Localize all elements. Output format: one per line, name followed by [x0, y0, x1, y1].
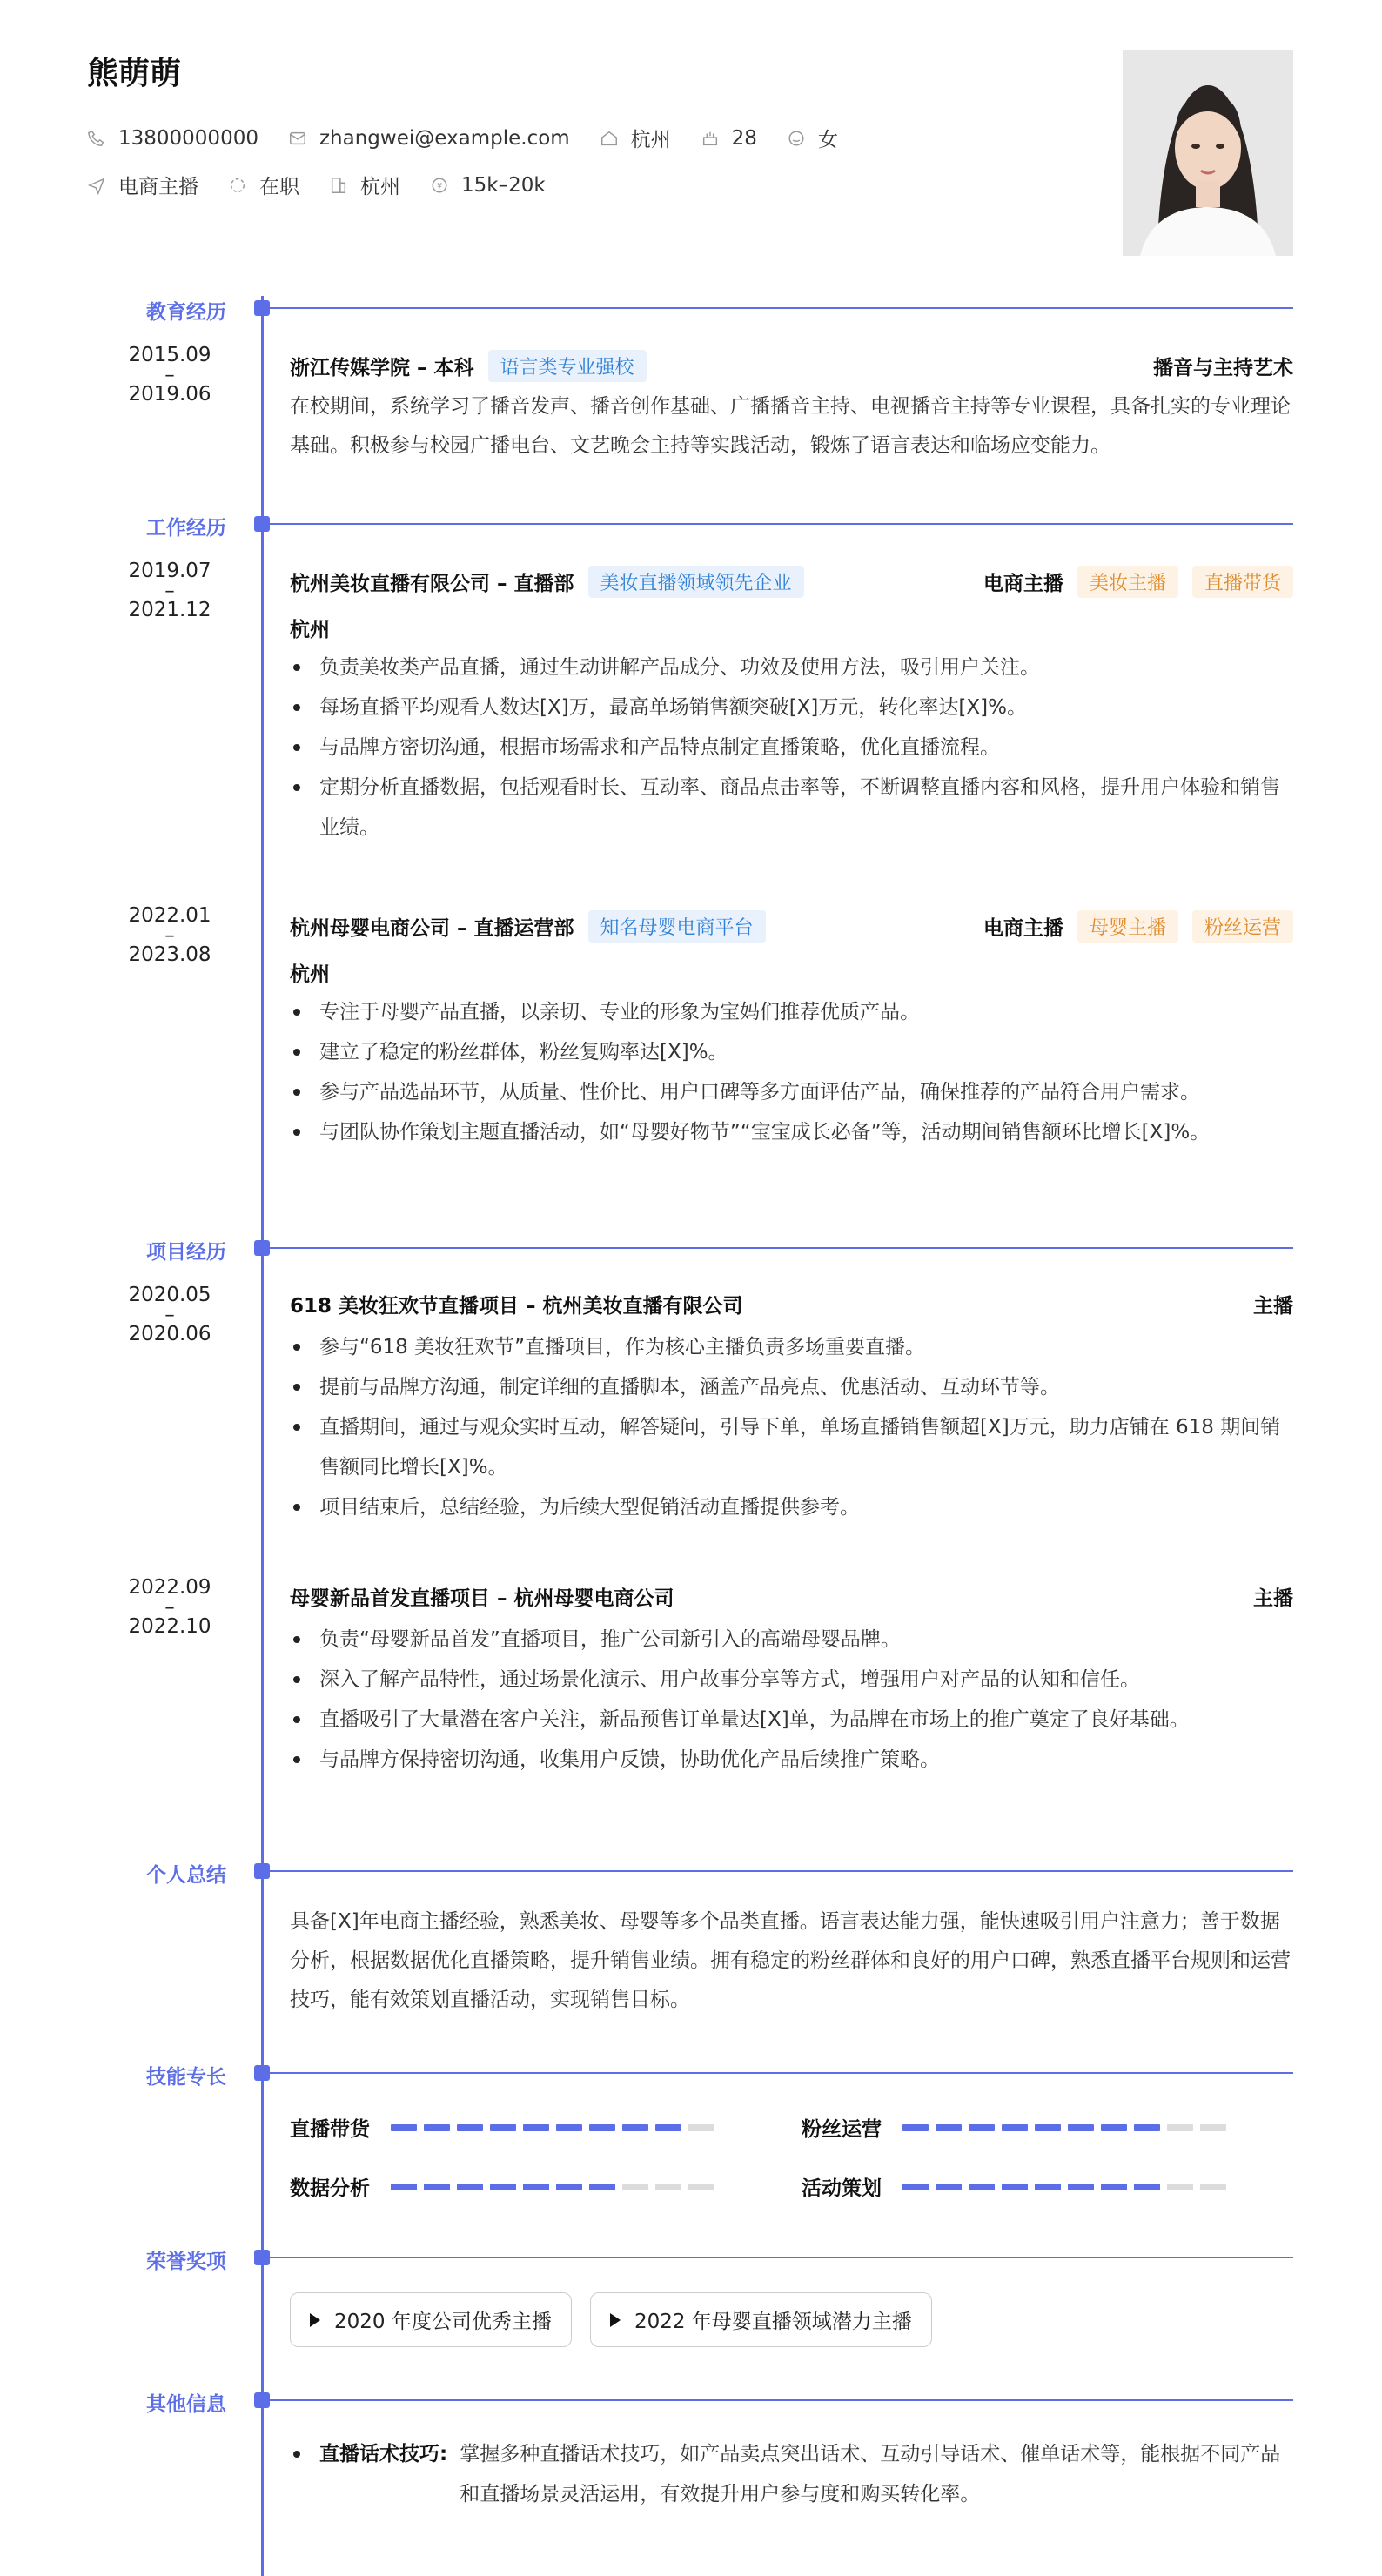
cake-icon — [701, 129, 720, 148]
skill-segment — [969, 2124, 995, 2131]
skill-segment — [1002, 2184, 1028, 2190]
education-date — [113, 345, 226, 405]
education-desc: 在校期间，系统学习了播音发声、播音创作基础、广播播音主持、电视播音主持等专业课程，具备扎实的专业理论基础。积极参与校园广播电台、文艺晚会主持等实践活动，锻炼了语言表达和临场应变能力。 — [290, 395, 1291, 457]
skill-bar — [902, 2124, 1233, 2131]
date-end: 2019.06 — [128, 383, 211, 406]
project-date-1 — [113, 1285, 226, 1345]
date-start: 2022.09 — [128, 1576, 211, 1599]
job-row — [87, 171, 575, 199]
list-item: 直播吸引了大量潜在客户关注，新品预售订单量达[X]单，为品牌在市场上的推广奠定了良好基础。 — [290, 1700, 1293, 1740]
summary-text: 具备[X]年电商主播经验，熟悉美妆、母婴等多个品类直播。语言表达能力强，能快速吸引用户注意力；善于数据分析，根据数据优化直播策略，提升销售业绩。拥有稳定的粉丝群体和良好的用户口碑，熟悉直播平台规则和运营技巧，能有效策划直播活动，实现销售目标。 — [290, 1910, 1291, 2011]
role-tag: 直播带货 — [1192, 566, 1293, 598]
building-icon — [329, 176, 348, 195]
section-divider — [261, 307, 1293, 309]
skill-name: 活动策划 — [802, 2177, 882, 2200]
award-item — [290, 2292, 572, 2347]
school-name: 浙江传媒学院 – 本科 — [290, 357, 474, 379]
date-start: 2022.01 — [128, 904, 211, 927]
date-dash: – — [164, 364, 175, 386]
face-icon — [787, 129, 806, 148]
phone-text: 13800000000 — [118, 126, 258, 150]
project-bullets — [290, 1620, 1293, 1780]
skill-segment — [1035, 2184, 1061, 2190]
other-list — [290, 2434, 1293, 2514]
date-dash: – — [164, 924, 175, 947]
location-text: 杭州 — [630, 129, 671, 151]
company-name: 杭州美妆直播有限公司 – 直播部 — [290, 573, 574, 595]
loading-icon — [228, 176, 247, 195]
date-dash: – — [164, 1304, 175, 1326]
job-item — [87, 171, 198, 199]
skill-segment — [936, 2184, 962, 2190]
project-title: 母婴新品首发直播项目 – 杭州母婴电商公司 — [290, 1587, 674, 1610]
other-label: 直播话术技巧: — [319, 2443, 448, 2465]
skill-segment — [936, 2124, 962, 2131]
skill-segment — [556, 2184, 582, 2190]
list-item: 定期分析直播数据，包括观看时长、互动率、商品点击率等，不断调整直播内容和风格，提升用户体验和销售业绩。 — [290, 768, 1293, 848]
skill-segment — [688, 2124, 714, 2131]
skill-segment — [902, 2124, 929, 2131]
svg-text:¥: ¥ — [437, 181, 442, 191]
company-name: 杭州母婴电商公司 – 直播运营部 — [290, 917, 574, 940]
section-divider — [261, 2399, 1293, 2401]
section-title-honors: 荣誉奖项 — [146, 2251, 226, 2273]
section-divider — [261, 1870, 1293, 1872]
date-dash: – — [164, 580, 175, 602]
skill-segment — [622, 2124, 648, 2131]
date-end: 2022.10 — [128, 1615, 211, 1638]
phone-item — [87, 127, 258, 150]
work-entry-1 — [290, 566, 1293, 848]
work-bullets — [290, 647, 1293, 848]
work-bullets — [290, 992, 1293, 1152]
play-triangle-icon — [310, 2313, 320, 2327]
list-item: 直播期间，通过与观众实时互动，解答疑问，引导下单，单场直播销售额超[X]万元，助力店铺在 618 期间销售额同比增长[X]%。 — [290, 1407, 1293, 1487]
date-dash: – — [164, 1596, 175, 1619]
skill-segment — [1068, 2124, 1094, 2131]
list-item: 负责美妆类产品直播，通过生动讲解产品成分、功效及使用方法，吸引用户关注。 — [290, 647, 1293, 688]
section-title-education: 教育经历 — [146, 301, 226, 324]
salary-text: 15k–20k — [461, 173, 546, 197]
status-text: 在职 — [259, 176, 299, 198]
phone-icon — [87, 129, 106, 148]
skill-segment — [1167, 2124, 1193, 2131]
portrait-icon — [1123, 50, 1293, 256]
list-item: 参与产品选品环节，从质量、性价比、用户口碑等多方面评估产品，确保推荐的产品符合用户需求。 — [290, 1072, 1293, 1112]
skill-segment — [1101, 2124, 1127, 2131]
list-item: 负责“母婴新品首发”直播项目，推广公司新引入的高端母婴品牌。 — [290, 1620, 1293, 1660]
skill-segment — [688, 2184, 714, 2190]
honors-list — [290, 2292, 1293, 2347]
timeline-axis — [261, 296, 264, 2576]
skill-name: 数据分析 — [290, 2177, 370, 2200]
skill-segment — [424, 2184, 450, 2190]
list-item: 与团队协作策划主题直播活动，如“母婴好物节”“宝宝成长必备”等，活动期间销售额环比增长[X]%。 — [290, 1112, 1293, 1152]
award-text: 2020 年度公司优秀主播 — [334, 2311, 552, 2333]
skill-segment — [902, 2184, 929, 2190]
skill-segment — [457, 2184, 483, 2190]
project-role: 主播 — [1253, 1295, 1293, 1318]
skill-segment — [490, 2124, 516, 2131]
project-role: 主播 — [1253, 1587, 1293, 1610]
work-entry-2 — [290, 910, 1293, 1152]
contact-row — [87, 124, 868, 152]
project-entry-2 — [290, 1582, 1293, 1780]
play-triangle-icon — [610, 2313, 621, 2327]
skill-bar — [391, 2124, 721, 2131]
section-title-skills: 技能专长 — [146, 2066, 226, 2089]
skill-segment — [1035, 2124, 1061, 2131]
age-item — [701, 127, 757, 150]
city-item — [329, 171, 400, 199]
education-entry — [290, 350, 1293, 466]
skill-segment — [391, 2124, 417, 2131]
skill-row-2 — [290, 2172, 1293, 2201]
skill-segment — [655, 2124, 681, 2131]
list-item: 与品牌方密切沟通，根据市场需求和产品特点制定直播策略，优化直播流程。 — [290, 728, 1293, 768]
email-text: zhangwei@example.com — [319, 126, 570, 150]
list-item: 提前与品牌方沟通，制定详细的直播脚本，涵盖产品亮点、优惠活动、互动环节等。 — [290, 1367, 1293, 1407]
list-item: 与品牌方保持密切沟通，收集用户反馈，协助优化产品后续推广策略。 — [290, 1740, 1293, 1780]
skill-segment — [1134, 2124, 1160, 2131]
salary-item — [430, 174, 546, 197]
work-city: 杭州 — [290, 619, 330, 641]
work-city: 杭州 — [290, 963, 330, 986]
skill-segment — [1002, 2124, 1028, 2131]
other-text: 掌握多种直播话术技巧，如产品卖点突出话术、互动引导话术、催单话术等，能根据不同产品和直播场景灵活运用，有效提升用户参与度和购买转化率。 — [460, 2443, 1281, 2506]
skill-segment — [490, 2184, 516, 2190]
skill-bar — [902, 2184, 1233, 2190]
location-item — [600, 124, 671, 152]
section-divider — [261, 2257, 1293, 2258]
skill-item — [802, 2172, 1233, 2201]
skill-segment — [589, 2124, 615, 2131]
skill-segment — [556, 2124, 582, 2131]
date-start: 2020.05 — [128, 1284, 211, 1306]
project-title: 618 美妆狂欢节直播项目 – 杭州美妆直播有限公司 — [290, 1295, 743, 1318]
skill-segment — [523, 2184, 549, 2190]
job-role: 电商主播 — [983, 917, 1063, 940]
award-item — [590, 2292, 932, 2347]
work-date-2 — [113, 906, 226, 965]
school-tag: 语言类专业强校 — [488, 350, 647, 382]
skill-segment — [1200, 2184, 1226, 2190]
age-text: 28 — [731, 126, 757, 150]
skill-bar — [391, 2184, 721, 2190]
skill-segment — [1134, 2184, 1160, 2190]
profile-photo — [1123, 50, 1293, 256]
coin-icon — [430, 176, 449, 195]
skill-segment — [1167, 2184, 1193, 2190]
major-name: 播音与主持艺术 — [1153, 357, 1293, 379]
list-item: 深入了解产品特性，通过场景化演示、用户故事分享等方式，增强用户对产品的认知和信任。 — [290, 1660, 1293, 1700]
email-item — [288, 127, 570, 150]
section-divider — [261, 2072, 1293, 2074]
skill-row-1 — [290, 2113, 1293, 2142]
list-item — [290, 2434, 1293, 2514]
role-tag: 粉丝运营 — [1192, 910, 1293, 943]
section-divider — [261, 1247, 1293, 1249]
skill-item — [290, 2113, 802, 2142]
gender-item — [787, 124, 838, 152]
skill-segment — [523, 2124, 549, 2131]
job-role: 电商主播 — [983, 573, 1063, 595]
skill-segment — [1101, 2184, 1127, 2190]
section-title-other: 其他信息 — [146, 2393, 226, 2416]
mail-icon — [288, 129, 307, 148]
skill-name: 直播带货 — [290, 2118, 370, 2141]
company-tag: 知名母婴电商平台 — [588, 910, 766, 943]
section-title-project: 项目经历 — [146, 1241, 226, 1264]
home-icon — [600, 129, 619, 148]
skill-segment — [424, 2124, 450, 2131]
role-tag: 母婴主播 — [1077, 910, 1178, 943]
status-item — [228, 171, 299, 199]
date-end: 2020.06 — [128, 1323, 211, 1345]
section-divider — [261, 523, 1293, 525]
skill-name: 粉丝运营 — [802, 2118, 882, 2141]
city-text: 杭州 — [360, 176, 400, 198]
list-item: 建立了稳定的粉丝群体，粉丝复购率达[X]%。 — [290, 1032, 1293, 1072]
skill-item — [290, 2172, 802, 2201]
role-tag: 美妆主播 — [1077, 566, 1178, 598]
skill-item — [802, 2113, 1233, 2142]
skill-segment — [589, 2184, 615, 2190]
list-item: 项目结束后，总结经验，为后续大型促销活动直播提供参考。 — [290, 1487, 1293, 1527]
date-start: 2019.07 — [128, 560, 211, 582]
date-end: 2023.08 — [128, 943, 211, 966]
date-end: 2021.12 — [128, 599, 211, 621]
skill-segment — [622, 2184, 648, 2190]
skill-segment — [655, 2184, 681, 2190]
list-item: 参与“618 美妆狂欢节”直播项目，作为核心主播负责多场重要直播。 — [290, 1327, 1293, 1367]
candidate-name: 熊萌萌 — [87, 56, 182, 91]
date-start: 2015.09 — [128, 344, 211, 366]
skill-segment — [1200, 2124, 1226, 2131]
list-item: 每场直播平均观看人数达[X]万，最高单场销售额突破[X]万元，转化率达[X]%。 — [290, 688, 1293, 728]
skill-segment — [391, 2184, 417, 2190]
section-title-work: 工作经历 — [146, 517, 226, 540]
project-entry-1 — [290, 1290, 1293, 1527]
project-date-2 — [113, 1578, 226, 1637]
project-bullets — [290, 1327, 1293, 1527]
send-icon — [87, 176, 106, 195]
job-text: 电商主播 — [118, 176, 198, 198]
skill-segment — [1068, 2184, 1094, 2190]
skill-segment — [457, 2124, 483, 2131]
gender-text: 女 — [817, 129, 838, 151]
award-text: 2022 年母婴直播领域潜力主播 — [634, 2311, 912, 2333]
skill-segment — [969, 2184, 995, 2190]
section-title-summary: 个人总结 — [146, 1864, 226, 1887]
list-item: 专注于母婴产品直播，以亲切、专业的形象为宝妈们推荐优质产品。 — [290, 992, 1293, 1032]
company-tag: 美妆直播领域领先企业 — [588, 566, 804, 598]
work-date-1 — [113, 561, 226, 621]
